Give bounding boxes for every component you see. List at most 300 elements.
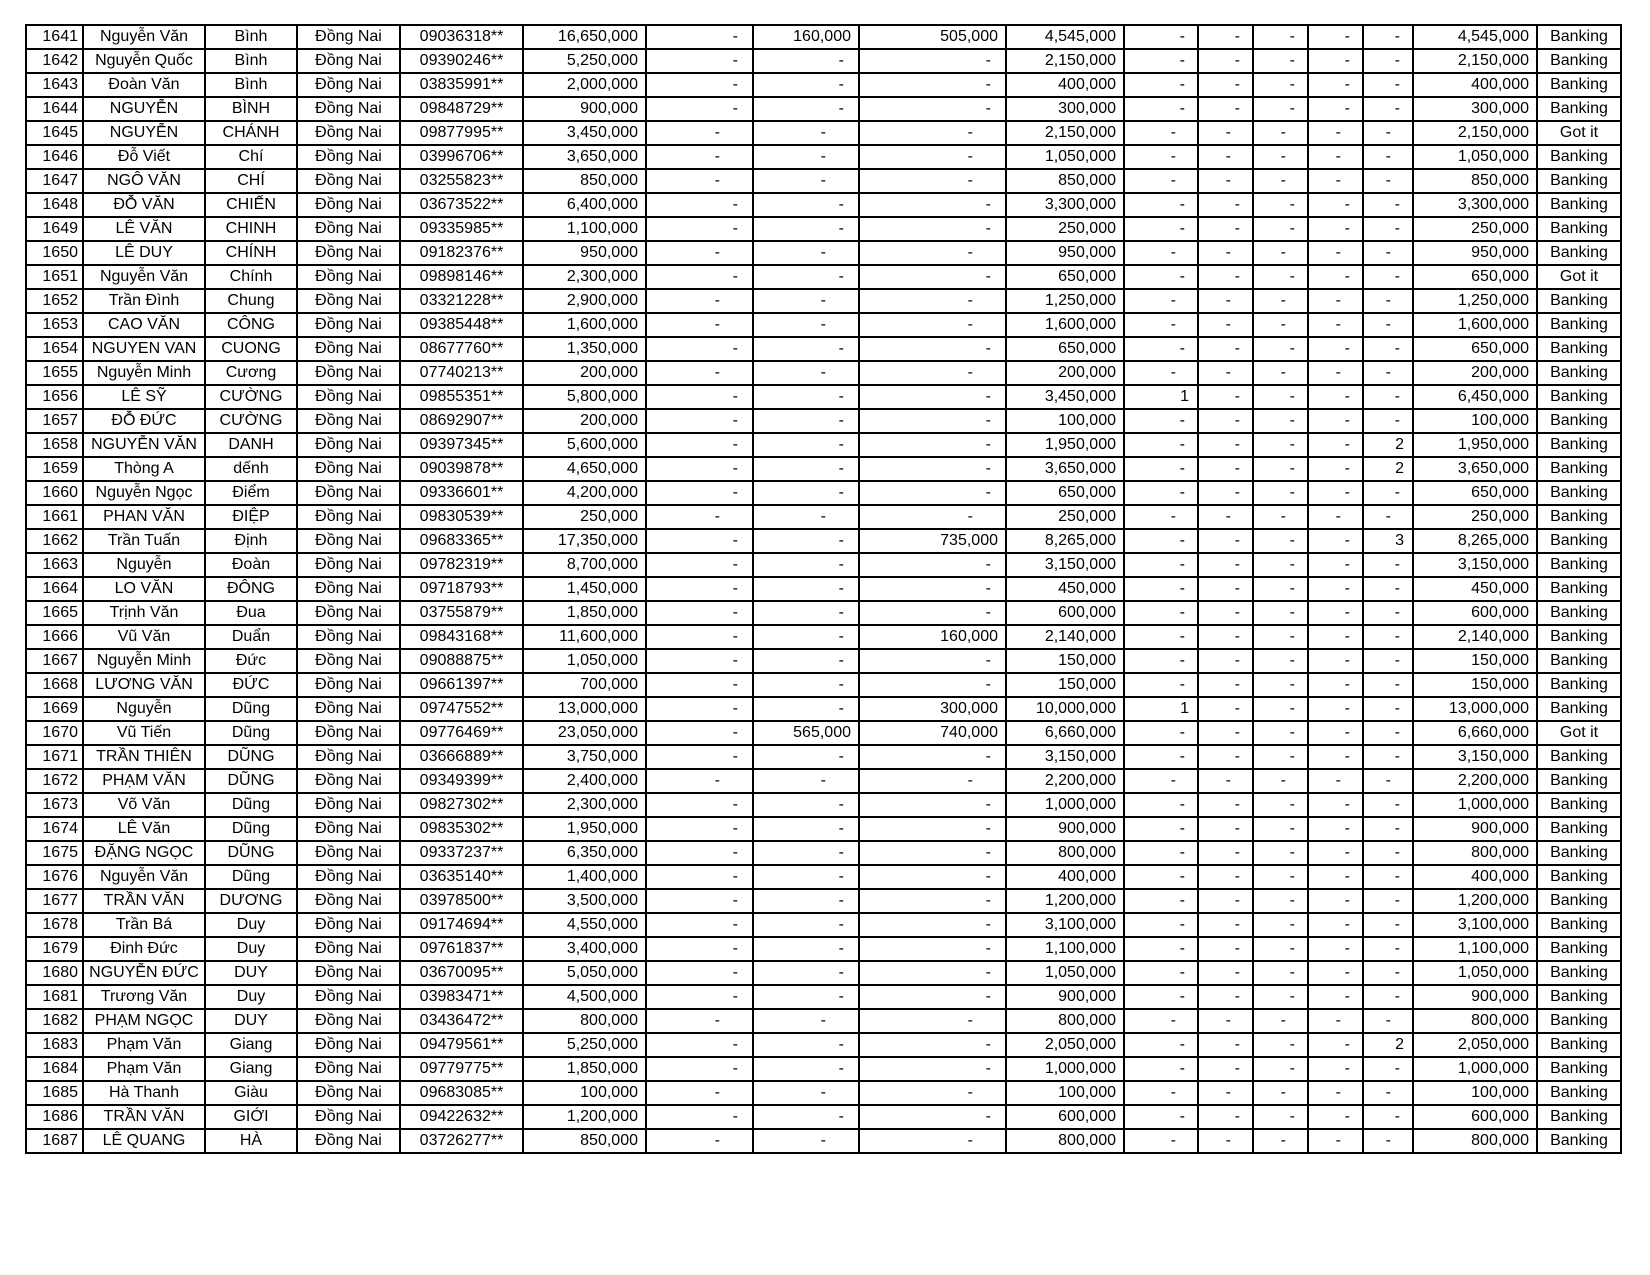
- deduction-1-cell[interactable]: -: [646, 145, 753, 169]
- marker-2-cell[interactable]: -: [1198, 865, 1253, 889]
- first-name-cell[interactable]: Đỗ Viết: [83, 145, 205, 169]
- payable-amount-cell[interactable]: 400,000: [1006, 73, 1124, 97]
- deduction-3-cell[interactable]: -: [859, 505, 1006, 529]
- total-amount-cell[interactable]: 3,400,000: [523, 937, 646, 961]
- last-name-cell[interactable]: ĐÔNG: [205, 577, 297, 601]
- final-amount-cell[interactable]: 150,000: [1413, 673, 1537, 697]
- marker-3-cell[interactable]: -: [1253, 1081, 1308, 1105]
- province-cell[interactable]: Đồng Nai: [297, 673, 400, 697]
- payable-amount-cell[interactable]: 250,000: [1006, 505, 1124, 529]
- marker-3-cell[interactable]: -: [1253, 793, 1308, 817]
- row-number-cell[interactable]: 1658: [26, 433, 83, 457]
- row-number-cell[interactable]: 1666: [26, 625, 83, 649]
- deduction-1-cell[interactable]: -: [646, 697, 753, 721]
- province-cell[interactable]: Đồng Nai: [297, 817, 400, 841]
- phone-cell[interactable]: 09782319**: [400, 553, 523, 577]
- total-amount-cell[interactable]: 3,650,000: [523, 145, 646, 169]
- payable-amount-cell[interactable]: 450,000: [1006, 577, 1124, 601]
- province-cell[interactable]: Đồng Nai: [297, 25, 400, 49]
- marker-5-cell[interactable]: -: [1363, 769, 1413, 793]
- final-amount-cell[interactable]: 1,200,000: [1413, 889, 1537, 913]
- status-cell[interactable]: Banking: [1537, 217, 1621, 241]
- first-name-cell[interactable]: Thòng A: [83, 457, 205, 481]
- status-cell[interactable]: Banking: [1537, 937, 1621, 961]
- marker-4-cell[interactable]: -: [1308, 673, 1363, 697]
- marker-3-cell[interactable]: -: [1253, 121, 1308, 145]
- first-name-cell[interactable]: Vũ Tiến: [83, 721, 205, 745]
- total-amount-cell[interactable]: 2,300,000: [523, 793, 646, 817]
- deduction-2-cell[interactable]: -: [753, 457, 859, 481]
- deduction-1-cell[interactable]: -: [646, 889, 753, 913]
- first-name-cell[interactable]: Nguyễn Minh: [83, 361, 205, 385]
- phone-cell[interactable]: 09385448**: [400, 313, 523, 337]
- province-cell[interactable]: Đồng Nai: [297, 1081, 400, 1105]
- payable-amount-cell[interactable]: 300,000: [1006, 97, 1124, 121]
- deduction-3-cell[interactable]: -: [859, 577, 1006, 601]
- marker-3-cell[interactable]: -: [1253, 73, 1308, 97]
- phone-cell[interactable]: 09335985**: [400, 217, 523, 241]
- payable-amount-cell[interactable]: 800,000: [1006, 1129, 1124, 1153]
- first-name-cell[interactable]: Trần Đình: [83, 289, 205, 313]
- payable-amount-cell[interactable]: 3,150,000: [1006, 553, 1124, 577]
- marker-1-cell[interactable]: -: [1124, 985, 1198, 1009]
- status-cell[interactable]: Banking: [1537, 25, 1621, 49]
- marker-5-cell[interactable]: -: [1363, 577, 1413, 601]
- marker-5-cell[interactable]: -: [1363, 25, 1413, 49]
- payable-amount-cell[interactable]: 2,150,000: [1006, 121, 1124, 145]
- marker-4-cell[interactable]: -: [1308, 1129, 1363, 1153]
- payable-amount-cell[interactable]: 600,000: [1006, 1105, 1124, 1129]
- row-number-cell[interactable]: 1668: [26, 673, 83, 697]
- row-number-cell[interactable]: 1672: [26, 769, 83, 793]
- marker-3-cell[interactable]: -: [1253, 841, 1308, 865]
- status-cell[interactable]: Banking: [1537, 433, 1621, 457]
- marker-2-cell[interactable]: -: [1198, 217, 1253, 241]
- province-cell[interactable]: Đồng Nai: [297, 1009, 400, 1033]
- total-amount-cell[interactable]: 2,300,000: [523, 265, 646, 289]
- province-cell[interactable]: Đồng Nai: [297, 889, 400, 913]
- deduction-3-cell[interactable]: -: [859, 1009, 1006, 1033]
- last-name-cell[interactable]: Bình: [205, 25, 297, 49]
- deduction-3-cell[interactable]: -: [859, 913, 1006, 937]
- total-amount-cell[interactable]: 3,450,000: [523, 121, 646, 145]
- status-cell[interactable]: Banking: [1537, 97, 1621, 121]
- marker-5-cell[interactable]: -: [1363, 697, 1413, 721]
- final-amount-cell[interactable]: 3,650,000: [1413, 457, 1537, 481]
- deduction-2-cell[interactable]: -: [753, 265, 859, 289]
- last-name-cell[interactable]: Điểm: [205, 481, 297, 505]
- marker-5-cell[interactable]: -: [1363, 217, 1413, 241]
- status-cell[interactable]: Banking: [1537, 577, 1621, 601]
- marker-5-cell[interactable]: -: [1363, 793, 1413, 817]
- total-amount-cell[interactable]: 1,200,000: [523, 1105, 646, 1129]
- total-amount-cell[interactable]: 5,250,000: [523, 49, 646, 73]
- payable-amount-cell[interactable]: 900,000: [1006, 817, 1124, 841]
- marker-2-cell[interactable]: -: [1198, 745, 1253, 769]
- status-cell[interactable]: Banking: [1537, 961, 1621, 985]
- province-cell[interactable]: Đồng Nai: [297, 121, 400, 145]
- deduction-3-cell[interactable]: -: [859, 817, 1006, 841]
- province-cell[interactable]: Đồng Nai: [297, 793, 400, 817]
- province-cell[interactable]: Đồng Nai: [297, 769, 400, 793]
- marker-2-cell[interactable]: -: [1198, 577, 1253, 601]
- total-amount-cell[interactable]: 6,400,000: [523, 193, 646, 217]
- status-cell[interactable]: Banking: [1537, 1009, 1621, 1033]
- deduction-3-cell[interactable]: -: [859, 241, 1006, 265]
- marker-4-cell[interactable]: -: [1308, 505, 1363, 529]
- province-cell[interactable]: Đồng Nai: [297, 985, 400, 1009]
- first-name-cell[interactable]: LƯƠNG VĂN: [83, 673, 205, 697]
- final-amount-cell[interactable]: 2,150,000: [1413, 121, 1537, 145]
- final-amount-cell[interactable]: 800,000: [1413, 1009, 1537, 1033]
- marker-1-cell[interactable]: -: [1124, 889, 1198, 913]
- row-number-cell[interactable]: 1661: [26, 505, 83, 529]
- marker-1-cell[interactable]: -: [1124, 433, 1198, 457]
- row-number-cell[interactable]: 1649: [26, 217, 83, 241]
- total-amount-cell[interactable]: 8,700,000: [523, 553, 646, 577]
- total-amount-cell[interactable]: 800,000: [523, 1009, 646, 1033]
- final-amount-cell[interactable]: 2,140,000: [1413, 625, 1537, 649]
- last-name-cell[interactable]: Chung: [205, 289, 297, 313]
- marker-3-cell[interactable]: -: [1253, 25, 1308, 49]
- marker-2-cell[interactable]: -: [1198, 505, 1253, 529]
- marker-4-cell[interactable]: -: [1308, 817, 1363, 841]
- marker-2-cell[interactable]: -: [1198, 985, 1253, 1009]
- status-cell[interactable]: Banking: [1537, 841, 1621, 865]
- marker-1-cell[interactable]: -: [1124, 937, 1198, 961]
- marker-1-cell[interactable]: -: [1124, 217, 1198, 241]
- deduction-3-cell[interactable]: -: [859, 1081, 1006, 1105]
- final-amount-cell[interactable]: 13,000,000: [1413, 697, 1537, 721]
- marker-1-cell[interactable]: -: [1124, 73, 1198, 97]
- row-number-cell[interactable]: 1677: [26, 889, 83, 913]
- final-amount-cell[interactable]: 100,000: [1413, 1081, 1537, 1105]
- deduction-2-cell[interactable]: -: [753, 1081, 859, 1105]
- phone-cell[interactable]: 03978500**: [400, 889, 523, 913]
- marker-5-cell[interactable]: -: [1363, 145, 1413, 169]
- marker-3-cell[interactable]: -: [1253, 961, 1308, 985]
- marker-4-cell[interactable]: -: [1308, 793, 1363, 817]
- marker-3-cell[interactable]: -: [1253, 697, 1308, 721]
- total-amount-cell[interactable]: 13,000,000: [523, 697, 646, 721]
- marker-1-cell[interactable]: -: [1124, 169, 1198, 193]
- row-number-cell[interactable]: 1654: [26, 337, 83, 361]
- marker-3-cell[interactable]: -: [1253, 193, 1308, 217]
- last-name-cell[interactable]: Dũng: [205, 721, 297, 745]
- deduction-3-cell[interactable]: -: [859, 1105, 1006, 1129]
- marker-5-cell[interactable]: -: [1363, 409, 1413, 433]
- phone-cell[interactable]: 09877995**: [400, 121, 523, 145]
- province-cell[interactable]: Đồng Nai: [297, 529, 400, 553]
- deduction-2-cell[interactable]: -: [753, 865, 859, 889]
- marker-1-cell[interactable]: -: [1124, 145, 1198, 169]
- province-cell[interactable]: Đồng Nai: [297, 625, 400, 649]
- marker-4-cell[interactable]: -: [1308, 529, 1363, 553]
- marker-1-cell[interactable]: -: [1124, 505, 1198, 529]
- final-amount-cell[interactable]: 650,000: [1413, 265, 1537, 289]
- phone-cell[interactable]: 03996706**: [400, 145, 523, 169]
- deduction-1-cell[interactable]: -: [646, 433, 753, 457]
- marker-4-cell[interactable]: -: [1308, 865, 1363, 889]
- row-number-cell[interactable]: 1650: [26, 241, 83, 265]
- deduction-3-cell[interactable]: -: [859, 841, 1006, 865]
- row-number-cell[interactable]: 1667: [26, 649, 83, 673]
- phone-cell[interactable]: 03321228**: [400, 289, 523, 313]
- marker-3-cell[interactable]: -: [1253, 145, 1308, 169]
- final-amount-cell[interactable]: 950,000: [1413, 241, 1537, 265]
- marker-3-cell[interactable]: -: [1253, 1105, 1308, 1129]
- last-name-cell[interactable]: CHÍ: [205, 169, 297, 193]
- marker-2-cell[interactable]: -: [1198, 553, 1253, 577]
- marker-1-cell[interactable]: -: [1124, 49, 1198, 73]
- last-name-cell[interactable]: DANH: [205, 433, 297, 457]
- marker-3-cell[interactable]: -: [1253, 1057, 1308, 1081]
- marker-2-cell[interactable]: -: [1198, 241, 1253, 265]
- marker-1-cell[interactable]: -: [1124, 721, 1198, 745]
- marker-2-cell[interactable]: -: [1198, 169, 1253, 193]
- final-amount-cell[interactable]: 1,000,000: [1413, 1057, 1537, 1081]
- province-cell[interactable]: Đồng Nai: [297, 457, 400, 481]
- marker-5-cell[interactable]: -: [1363, 97, 1413, 121]
- deduction-3-cell[interactable]: -: [859, 217, 1006, 241]
- deduction-2-cell[interactable]: -: [753, 313, 859, 337]
- payable-amount-cell[interactable]: 650,000: [1006, 265, 1124, 289]
- marker-3-cell[interactable]: -: [1253, 769, 1308, 793]
- last-name-cell[interactable]: Chính: [205, 265, 297, 289]
- total-amount-cell[interactable]: 6,350,000: [523, 841, 646, 865]
- deduction-2-cell[interactable]: -: [753, 1105, 859, 1129]
- marker-3-cell[interactable]: -: [1253, 289, 1308, 313]
- phone-cell[interactable]: 09835302**: [400, 817, 523, 841]
- last-name-cell[interactable]: Dũng: [205, 697, 297, 721]
- deduction-2-cell[interactable]: -: [753, 121, 859, 145]
- deduction-1-cell[interactable]: -: [646, 361, 753, 385]
- deduction-1-cell[interactable]: -: [646, 121, 753, 145]
- total-amount-cell[interactable]: 850,000: [523, 1129, 646, 1153]
- phone-cell[interactable]: 09843168**: [400, 625, 523, 649]
- marker-3-cell[interactable]: -: [1253, 97, 1308, 121]
- deduction-2-cell[interactable]: -: [753, 769, 859, 793]
- deduction-3-cell[interactable]: -: [859, 745, 1006, 769]
- total-amount-cell[interactable]: 5,250,000: [523, 1033, 646, 1057]
- province-cell[interactable]: Đồng Nai: [297, 289, 400, 313]
- first-name-cell[interactable]: PHẠM VĂN: [83, 769, 205, 793]
- marker-2-cell[interactable]: -: [1198, 49, 1253, 73]
- deduction-1-cell[interactable]: -: [646, 1033, 753, 1057]
- marker-5-cell[interactable]: -: [1363, 865, 1413, 889]
- payable-amount-cell[interactable]: 3,450,000: [1006, 385, 1124, 409]
- deduction-3-cell[interactable]: -: [859, 985, 1006, 1009]
- marker-5-cell[interactable]: -: [1363, 73, 1413, 97]
- marker-4-cell[interactable]: -: [1308, 385, 1363, 409]
- total-amount-cell[interactable]: 200,000: [523, 409, 646, 433]
- last-name-cell[interactable]: Đua: [205, 601, 297, 625]
- payable-amount-cell[interactable]: 600,000: [1006, 601, 1124, 625]
- marker-2-cell[interactable]: -: [1198, 649, 1253, 673]
- marker-2-cell[interactable]: -: [1198, 769, 1253, 793]
- marker-1-cell[interactable]: -: [1124, 1009, 1198, 1033]
- total-amount-cell[interactable]: 5,050,000: [523, 961, 646, 985]
- marker-2-cell[interactable]: -: [1198, 265, 1253, 289]
- marker-5-cell[interactable]: -: [1363, 721, 1413, 745]
- province-cell[interactable]: Đồng Nai: [297, 313, 400, 337]
- final-amount-cell[interactable]: 300,000: [1413, 97, 1537, 121]
- province-cell[interactable]: Đồng Nai: [297, 961, 400, 985]
- deduction-3-cell[interactable]: -: [859, 361, 1006, 385]
- last-name-cell[interactable]: Duẩn: [205, 625, 297, 649]
- status-cell[interactable]: Banking: [1537, 649, 1621, 673]
- deduction-1-cell[interactable]: -: [646, 985, 753, 1009]
- deduction-3-cell[interactable]: -: [859, 337, 1006, 361]
- status-cell[interactable]: Banking: [1537, 337, 1621, 361]
- phone-cell[interactable]: 03726277**: [400, 1129, 523, 1153]
- marker-1-cell[interactable]: -: [1124, 769, 1198, 793]
- last-name-cell[interactable]: ĐIỆP: [205, 505, 297, 529]
- payable-amount-cell[interactable]: 4,545,000: [1006, 25, 1124, 49]
- total-amount-cell[interactable]: 1,950,000: [523, 817, 646, 841]
- deduction-2-cell[interactable]: -: [753, 529, 859, 553]
- final-amount-cell[interactable]: 850,000: [1413, 169, 1537, 193]
- final-amount-cell[interactable]: 6,450,000: [1413, 385, 1537, 409]
- first-name-cell[interactable]: ĐỖ VĂN: [83, 193, 205, 217]
- final-amount-cell[interactable]: 650,000: [1413, 481, 1537, 505]
- row-number-cell[interactable]: 1681: [26, 985, 83, 1009]
- marker-2-cell[interactable]: -: [1198, 385, 1253, 409]
- last-name-cell[interactable]: Giàu: [205, 1081, 297, 1105]
- row-number-cell[interactable]: 1641: [26, 25, 83, 49]
- marker-4-cell[interactable]: -: [1308, 25, 1363, 49]
- deduction-1-cell[interactable]: -: [646, 529, 753, 553]
- marker-5-cell[interactable]: -: [1363, 1129, 1413, 1153]
- row-number-cell[interactable]: 1648: [26, 193, 83, 217]
- deduction-1-cell[interactable]: -: [646, 505, 753, 529]
- total-amount-cell[interactable]: 16,650,000: [523, 25, 646, 49]
- final-amount-cell[interactable]: 600,000: [1413, 601, 1537, 625]
- last-name-cell[interactable]: Giang: [205, 1057, 297, 1081]
- status-cell[interactable]: Banking: [1537, 625, 1621, 649]
- total-amount-cell[interactable]: 11,600,000: [523, 625, 646, 649]
- deduction-1-cell[interactable]: -: [646, 577, 753, 601]
- marker-2-cell[interactable]: -: [1198, 889, 1253, 913]
- payable-amount-cell[interactable]: 200,000: [1006, 361, 1124, 385]
- phone-cell[interactable]: 09661397**: [400, 673, 523, 697]
- marker-4-cell[interactable]: -: [1308, 145, 1363, 169]
- row-number-cell[interactable]: 1684: [26, 1057, 83, 1081]
- phone-cell[interactable]: 09779775**: [400, 1057, 523, 1081]
- last-name-cell[interactable]: Duy: [205, 913, 297, 937]
- marker-2-cell[interactable]: -: [1198, 361, 1253, 385]
- status-cell[interactable]: Banking: [1537, 49, 1621, 73]
- last-name-cell[interactable]: GIỚI: [205, 1105, 297, 1129]
- payable-amount-cell[interactable]: 1,600,000: [1006, 313, 1124, 337]
- total-amount-cell[interactable]: 1,850,000: [523, 601, 646, 625]
- phone-cell[interactable]: 03983471**: [400, 985, 523, 1009]
- marker-5-cell[interactable]: -: [1363, 913, 1413, 937]
- phone-cell[interactable]: 09855351**: [400, 385, 523, 409]
- marker-5-cell[interactable]: -: [1363, 817, 1413, 841]
- status-cell[interactable]: Banking: [1537, 289, 1621, 313]
- status-cell[interactable]: Banking: [1537, 673, 1621, 697]
- status-cell[interactable]: Banking: [1537, 409, 1621, 433]
- payable-amount-cell[interactable]: 100,000: [1006, 1081, 1124, 1105]
- total-amount-cell[interactable]: 4,650,000: [523, 457, 646, 481]
- payable-amount-cell[interactable]: 400,000: [1006, 865, 1124, 889]
- status-cell[interactable]: Banking: [1537, 793, 1621, 817]
- row-number-cell[interactable]: 1679: [26, 937, 83, 961]
- marker-2-cell[interactable]: -: [1198, 841, 1253, 865]
- final-amount-cell[interactable]: 1,050,000: [1413, 961, 1537, 985]
- total-amount-cell[interactable]: 5,600,000: [523, 433, 646, 457]
- province-cell[interactable]: Đồng Nai: [297, 553, 400, 577]
- deduction-1-cell[interactable]: -: [646, 601, 753, 625]
- marker-2-cell[interactable]: -: [1198, 529, 1253, 553]
- marker-1-cell[interactable]: -: [1124, 625, 1198, 649]
- marker-3-cell[interactable]: -: [1253, 937, 1308, 961]
- marker-5-cell[interactable]: -: [1363, 361, 1413, 385]
- status-cell[interactable]: Got it: [1537, 265, 1621, 289]
- marker-3-cell[interactable]: -: [1253, 721, 1308, 745]
- row-number-cell[interactable]: 1643: [26, 73, 83, 97]
- deduction-3-cell[interactable]: 735,000: [859, 529, 1006, 553]
- marker-4-cell[interactable]: -: [1308, 697, 1363, 721]
- marker-5-cell[interactable]: -: [1363, 961, 1413, 985]
- first-name-cell[interactable]: NGUYỄN ĐỨC: [83, 961, 205, 985]
- marker-2-cell[interactable]: -: [1198, 913, 1253, 937]
- marker-1-cell[interactable]: -: [1124, 337, 1198, 361]
- province-cell[interactable]: Đồng Nai: [297, 97, 400, 121]
- row-number-cell[interactable]: 1662: [26, 529, 83, 553]
- final-amount-cell[interactable]: 150,000: [1413, 649, 1537, 673]
- marker-2-cell[interactable]: -: [1198, 793, 1253, 817]
- province-cell[interactable]: Đồng Nai: [297, 745, 400, 769]
- payable-amount-cell[interactable]: 900,000: [1006, 985, 1124, 1009]
- marker-1-cell[interactable]: -: [1124, 793, 1198, 817]
- first-name-cell[interactable]: NGUYỄN: [83, 97, 205, 121]
- province-cell[interactable]: Đồng Nai: [297, 1129, 400, 1153]
- final-amount-cell[interactable]: 1,050,000: [1413, 145, 1537, 169]
- marker-2-cell[interactable]: -: [1198, 337, 1253, 361]
- deduction-2-cell[interactable]: -: [753, 961, 859, 985]
- last-name-cell[interactable]: ĐỨC: [205, 673, 297, 697]
- payable-amount-cell[interactable]: 1,050,000: [1006, 145, 1124, 169]
- deduction-2-cell[interactable]: -: [753, 745, 859, 769]
- deduction-3-cell[interactable]: -: [859, 937, 1006, 961]
- marker-2-cell[interactable]: -: [1198, 289, 1253, 313]
- marker-5-cell[interactable]: -: [1363, 1105, 1413, 1129]
- row-number-cell[interactable]: 1657: [26, 409, 83, 433]
- province-cell[interactable]: Đồng Nai: [297, 265, 400, 289]
- marker-3-cell[interactable]: -: [1253, 505, 1308, 529]
- marker-2-cell[interactable]: -: [1198, 721, 1253, 745]
- row-number-cell[interactable]: 1669: [26, 697, 83, 721]
- marker-4-cell[interactable]: -: [1308, 937, 1363, 961]
- last-name-cell[interactable]: CUONG: [205, 337, 297, 361]
- final-amount-cell[interactable]: 3,300,000: [1413, 193, 1537, 217]
- final-amount-cell[interactable]: 1,600,000: [1413, 313, 1537, 337]
- last-name-cell[interactable]: CƯỜNG: [205, 385, 297, 409]
- deduction-2-cell[interactable]: -: [753, 337, 859, 361]
- total-amount-cell[interactable]: 1,600,000: [523, 313, 646, 337]
- marker-1-cell[interactable]: -: [1124, 457, 1198, 481]
- marker-5-cell[interactable]: -: [1363, 505, 1413, 529]
- deduction-1-cell[interactable]: -: [646, 337, 753, 361]
- last-name-cell[interactable]: Dũng: [205, 817, 297, 841]
- status-cell[interactable]: Banking: [1537, 193, 1621, 217]
- row-number-cell[interactable]: 1653: [26, 313, 83, 337]
- province-cell[interactable]: Đồng Nai: [297, 433, 400, 457]
- status-cell[interactable]: Banking: [1537, 313, 1621, 337]
- total-amount-cell[interactable]: 23,050,000: [523, 721, 646, 745]
